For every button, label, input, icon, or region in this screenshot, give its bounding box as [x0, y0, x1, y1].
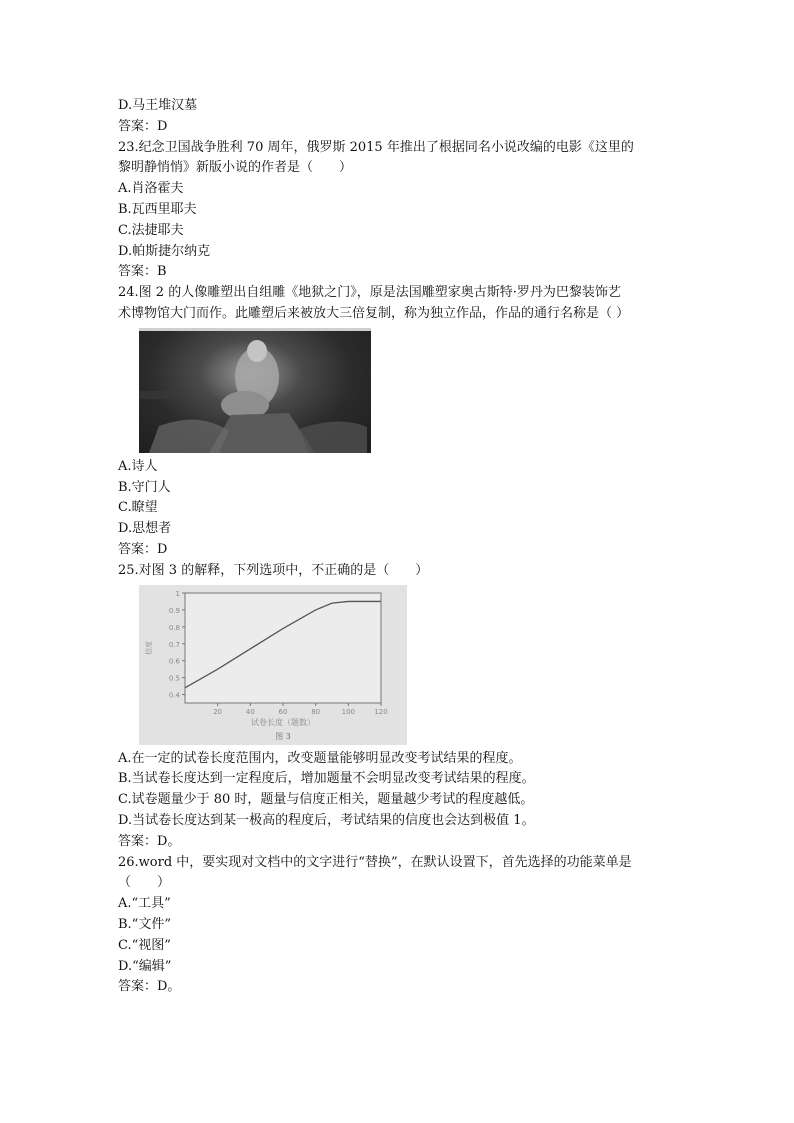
- sculpture-illustration: [139, 331, 371, 453]
- sculpture-photo: [139, 328, 371, 453]
- q23-option-c: C.法捷耶夫: [118, 222, 184, 238]
- q23-stem-line1: 23.纪念卫国战争胜利 70 周年，俄罗斯 2015 年推出了根据同名小说改编的电影《这里的: [118, 139, 634, 155]
- y-tick-label: 0.4: [168, 691, 180, 700]
- y-tick-label: 0.9: [168, 606, 180, 615]
- q25-option-d: D.当试卷长度达到某一极高的程度后，考试结果的信度也会达到极值 1。: [118, 812, 535, 828]
- q24-option-a: A.诗人: [118, 458, 158, 474]
- q22-answer: 答案：D: [118, 118, 168, 134]
- q24-option-c: C.瞭望: [118, 500, 158, 516]
- y-tick-label: 0.7: [168, 640, 180, 649]
- x-tick-label: 20: [213, 707, 223, 716]
- y-tick-label: 0.8: [168, 623, 180, 632]
- x-tick-label: 120: [374, 707, 388, 716]
- q25-option-a: A.在一定的试卷长度范围内，改变题量能够明显改变考试结果的程度。: [118, 750, 522, 766]
- q23-option-a: A.肖洛霍夫: [118, 181, 184, 197]
- q25-stem: 25.对图 3 的解释，下列选项中，不正确的是（ ）: [118, 562, 429, 578]
- q24-stem-line1: 24.图 2 的人像雕塑出自组雕《地狱之门》，原是法国雕塑家奥古斯特·罗丹为巴黎装饰艺: [118, 285, 621, 301]
- q25-option-c: C.试卷题量少于 80 时，题量与信度正相关，题量越少考试的程度越低。: [118, 792, 534, 808]
- q26-option-a: A.“工具”: [118, 896, 171, 912]
- y-tick-label: 0.6: [168, 657, 180, 666]
- exam-page: [118, 96, 678, 998]
- y-tick-label: 0.5: [168, 674, 180, 683]
- q24-stem-line2: 术博物馆大门而作。此雕塑后来被放大三倍复制，称为独立作品，作品的通行名称是（ ）: [118, 305, 630, 321]
- q24-option-b: B.守门人: [118, 479, 171, 495]
- q25-answer: 答案：D。: [118, 833, 181, 849]
- q24-answer: 答案：D: [118, 541, 168, 557]
- chart-title: 图 3: [275, 731, 291, 741]
- q25-option-b: B.当试卷长度达到一定程度后，增加题量不会明显改变考试结果的程度。: [118, 771, 535, 787]
- q26-stem-line1: 26.word 中，要实现对文档中的文字进行“替换”，在默认设置下，首先选择的功能菜单是: [118, 854, 632, 870]
- q26-answer: 答案：D。: [118, 979, 181, 995]
- chart-svg: [139, 585, 407, 745]
- y-axis-label: 信度: [145, 640, 153, 655]
- x-axis-label: 试卷长度（题数）: [251, 717, 315, 727]
- x-tick-label: 80: [311, 707, 321, 716]
- q26-option-d: D.“编辑”: [118, 958, 172, 974]
- q22-option-d: D.马王堆汉墓: [118, 98, 198, 113]
- x-tick-label: 100: [341, 707, 356, 716]
- q26-stem-line2: （ ）: [118, 875, 171, 891]
- figure-3: [139, 585, 678, 745]
- x-tick-label: 60: [278, 707, 288, 716]
- q26-option-c: C.“视图”: [118, 937, 171, 953]
- plot-area: [185, 593, 381, 703]
- q26-option-b: B.“文件”: [118, 916, 171, 932]
- q24-option-d: D.思想者: [118, 521, 172, 537]
- q23-answer: 答案：B: [118, 264, 167, 280]
- q23-option-b: B.瓦西里耶夫: [118, 201, 197, 217]
- figure-2: [139, 328, 678, 453]
- reliability-chart: [139, 585, 407, 745]
- x-tick-label: 40: [245, 707, 255, 716]
- q23-option-d: D.帕斯捷尔纳克: [118, 243, 211, 259]
- y-tick-label: 1: [175, 589, 180, 598]
- q23-stem-line2: 黎明静悄悄》新版小说的作者是（ ）: [118, 160, 353, 176]
